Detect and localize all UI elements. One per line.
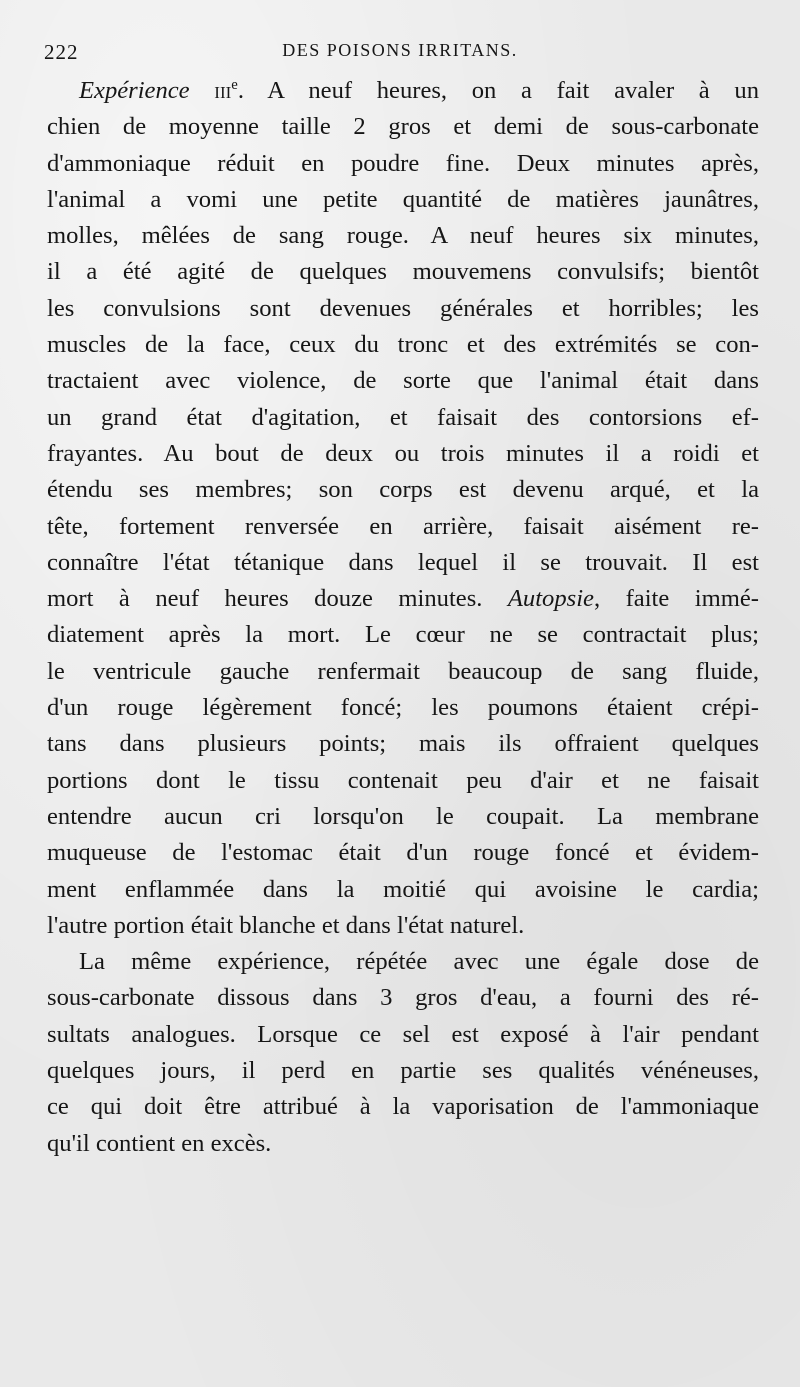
paragraph-line xyxy=(47,73,759,109)
paragraph-line: étendu ses membres; son corps est devenu arqué, et la xyxy=(47,476,759,504)
paragraph-line: muqueuse de l'estomac était d'un rouge foncé et évidem- xyxy=(47,839,759,867)
paragraph-line: La même expérience, répétée avec une égale dose de xyxy=(79,948,759,976)
experience-label: Expérience xyxy=(79,77,190,104)
paragraph-line: tête, fortement renversée en arrière, faisait aisément re- xyxy=(47,512,759,540)
paragraph-line: quelques jours, il perd en partie ses qualités vénéneuses, xyxy=(47,1057,759,1085)
line-text: . A neuf heures, on a fait avaler à un xyxy=(237,77,759,104)
paragraph-line: l'animal a vomi une petite quantité de matières jaunâtres, xyxy=(47,185,759,213)
page-number: 222 xyxy=(44,40,79,64)
paragraph-line: connaître l'état tétanique dans lequel il se trouvait. Il est xyxy=(47,548,759,576)
paragraph-line: l'autre portion était blanche et dans l'état naturel. xyxy=(47,911,525,939)
paragraph-line: d'un rouge légèrement foncé; les poumons étaient crépi- xyxy=(47,694,759,722)
paragraph-line: muscles de la face, ceux du tronc et des extrémités se con- xyxy=(47,331,759,359)
paragraph-line: il a été agité de quelques mouvemens convulsifs; bientôt xyxy=(47,258,759,286)
autopsy-label: Autopsie xyxy=(507,585,594,613)
paragraph-line: molles, mêlées de sang rouge. A neuf heures six minutes, xyxy=(47,222,759,250)
paragraph-line: un grand état d'agitation, et faisait des contorsions ef- xyxy=(47,403,759,431)
paragraph-line: qu'il contient en excès. xyxy=(47,1129,272,1157)
paragraph-line: ment enflammée dans la moitié qui avoisine le cardia; xyxy=(47,875,759,903)
paragraph-line: tractaient avec violence, de sorte que l'animal était dans xyxy=(47,367,759,395)
paragraph-line: le ventricule gauche renfermait beaucoup de sang fluide, xyxy=(47,657,759,685)
paragraph-line: portions dont le tissu contenait peu d'air et ne faisait xyxy=(47,766,759,794)
paragraph-line: entendre aucun cri lorsqu'on le coupait. La membrane xyxy=(47,802,759,830)
paragraph-line: mort à neuf heures douze minutes. Autopsie, faite immé- xyxy=(47,585,759,613)
paragraph-line: d'ammoniaque réduit en poudre fine. Deux minutes après, xyxy=(47,149,759,177)
paragraph-line: ce qui doit être attribué à la vaporisation de l'ammoniaque xyxy=(47,1093,759,1121)
paragraph-line: diatement après la mort. Le cœur ne se contractait plus; xyxy=(47,621,759,649)
paragraph-line: chien de moyenne taille 2 gros et demi de sous-carbonate xyxy=(47,113,759,141)
paragraph-line: tans dans plusieurs points; mais ils offraient quelques xyxy=(47,730,759,758)
paragraph-line: frayantes. Au bout de deux ou trois minutes il a roidi et xyxy=(47,439,759,467)
page-header xyxy=(44,40,756,70)
paragraph-line: sous-carbonate dissous dans 3 gros d'eau, a fourni des ré- xyxy=(47,984,759,1012)
body-text xyxy=(47,73,759,1162)
paragraph-repeat-experience xyxy=(47,944,759,1162)
paragraph-line: sultats analogues. Lorsque ce sel est exposé à l'air pendant xyxy=(47,1020,759,1048)
paragraph-line: les convulsions sont devenues générales et horribles; les xyxy=(47,294,759,322)
paragraph-experience xyxy=(47,73,759,944)
experience-numeral: iii$^e$ xyxy=(214,76,238,104)
running-title: DES POISONS IRRITANS. xyxy=(282,40,518,60)
